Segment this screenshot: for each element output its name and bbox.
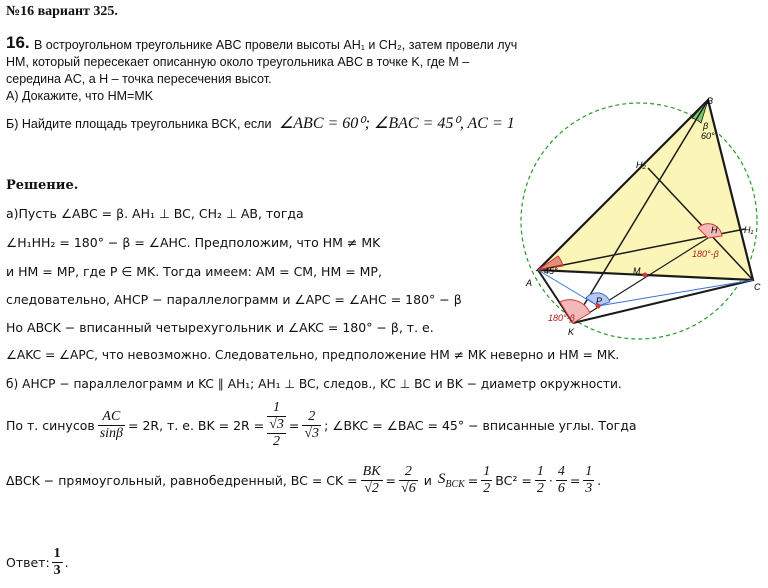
answer-fraction <box>52 546 63 579</box>
fraction-numerator: BK <box>362 464 381 479</box>
triangle-text: ΔBCK − прямоугольный, равнобедренный, BC = CK = <box>6 473 358 488</box>
solution-line-4: следовательно, AHCP − параллелограмм и ∠APC = ∠AHC = 180° − β <box>6 292 462 307</box>
fraction-denominator: 3 <box>585 481 593 496</box>
dot-sign: · <box>548 473 553 488</box>
area-s: S <box>437 471 446 487</box>
label-k: K <box>568 327 575 337</box>
task-part-b <box>6 113 515 133</box>
label-h: H <box>711 225 718 235</box>
fraction-numerator: 1 <box>483 464 491 479</box>
label-angle-a: 45° <box>544 266 558 276</box>
answer-numerator: 1 <box>53 546 61 561</box>
fraction-denominator: √2 <box>364 481 379 496</box>
label-b: B <box>707 96 714 106</box>
solution-line-1: а)Пусть ∠ABC = β. AH₁ ⊥ BC, CH₂ ⊥ AB, тогда <box>6 206 304 221</box>
solution-line-2: ∠H₁HH₂ = 180° − β = ∠AHC. Предположим, что HM ≠ MK <box>6 235 381 250</box>
fraction-numerator: 2 <box>399 464 418 481</box>
equals-sign: = <box>288 417 300 433</box>
task-number: 16. <box>6 33 30 52</box>
task-part-b-condition: ∠ABC = 60⁰; ∠BAC = 45⁰, AC = 1 <box>278 115 515 132</box>
area-symbol <box>438 471 465 490</box>
period: . <box>597 473 602 488</box>
label-m: M <box>633 266 641 276</box>
task-line-1: В остроугольном треугольнике ABC провели высоты AH₁ и CH₂, затем провели луч <box>34 38 518 52</box>
area-subscript: BCK <box>445 479 465 490</box>
geometry-figure <box>508 88 766 340</box>
label-c: C <box>754 282 761 292</box>
solution-line-5: Но ABCK − вписанный четырехугольник и ∠AKC = 180° − β, т. е. <box>6 320 434 335</box>
fraction-one-half <box>481 464 492 497</box>
solution-title: Решение. <box>6 178 79 193</box>
answer-period: . <box>64 555 69 570</box>
page-header: №16 вариант 325. <box>6 4 118 19</box>
sine-law-text: По т. синусов <box>6 417 95 433</box>
fraction-two-root6 <box>399 464 418 497</box>
radius-text: = 2R, т. е. BK = 2R = <box>128 417 265 433</box>
fraction-numerator: AC <box>98 409 125 426</box>
fraction-one-half-2 <box>535 464 546 497</box>
label-beta: β <box>703 121 709 131</box>
fraction-numerator: 1 <box>585 464 593 479</box>
label-p: P <box>596 296 603 306</box>
fraction-denominator: √3 <box>304 425 320 441</box>
solution-line-7: б) AHCP − параллелограмм и KC ∥ AH₁; AH₁ ⊥ BC, следов., KC ⊥ BC и BK − диаметр окружности. <box>6 377 622 391</box>
fraction-numerator: 1 <box>267 400 286 417</box>
fraction-denominator: 2 <box>536 481 544 496</box>
task-line-2: HM, который пересекает описанную около треугольника ABC в точке K, где M – <box>6 55 470 69</box>
label-h1: H₁ <box>744 225 754 235</box>
fraction-two-over-root3 <box>302 409 321 442</box>
label-angle-h: 180°-β <box>692 249 719 259</box>
fraction-denominator: 6 <box>557 481 565 496</box>
fraction-ac-sinb <box>98 409 125 442</box>
fraction-numerator: 1 <box>536 464 544 479</box>
equals-sign: = <box>569 473 581 488</box>
fraction-bk-root2 <box>361 464 383 497</box>
solution-line-9 <box>6 464 601 497</box>
answer <box>6 546 69 579</box>
and-word: и <box>423 473 432 488</box>
label-h2: H₂ <box>636 160 646 170</box>
fraction-denominator-2: 2 <box>273 434 281 449</box>
point-m <box>643 273 648 278</box>
solution-line-6: ∠AKC = ∠APC, что невозможно. Следовательно, предположение HM ≠ MK неверно и HM = MK. <box>6 348 620 362</box>
equals-sign: = <box>385 473 397 488</box>
fraction-denominator: sinβ <box>99 425 124 441</box>
fraction-one-over-root3-half <box>267 400 286 450</box>
answer-denominator: 3 <box>53 563 61 578</box>
triangle-abc <box>538 100 753 280</box>
task-part-b-text: Б) Найдите площадь треугольника BCK, если <box>6 117 272 131</box>
solution-line-3: и HM = MP, где P ∈ MK. Тогда имеем: AM = CM, HM = MP, <box>6 264 382 279</box>
label-angle-k: 180°-β <box>548 313 575 323</box>
solution-line-8 <box>6 400 637 450</box>
fraction-numerator: 2 <box>302 409 321 426</box>
label-angle-b: 60° <box>701 131 715 141</box>
equals-sign: = <box>467 473 479 488</box>
fraction-numerator: 4 <box>557 464 565 479</box>
fraction-denominator: 2 <box>483 481 491 496</box>
label-a: A <box>526 278 533 288</box>
task-line-3: середина AC, а H – точка пересечения высот. <box>6 72 272 86</box>
fraction-four-sixths <box>556 464 567 497</box>
task-part-a: А) Докажите, что HM=MK <box>6 89 154 103</box>
answer-label: Ответ: <box>6 555 50 570</box>
bc-squared: BC² = <box>495 473 532 488</box>
inscribed-angles-text: ; ∠BKC = ∠BAC = 45° − вписанные углы. Тогда <box>324 417 637 433</box>
fraction-denominator: √6 <box>401 481 416 496</box>
fraction-denominator: √3 <box>269 417 284 432</box>
fraction-one-third <box>583 464 594 497</box>
